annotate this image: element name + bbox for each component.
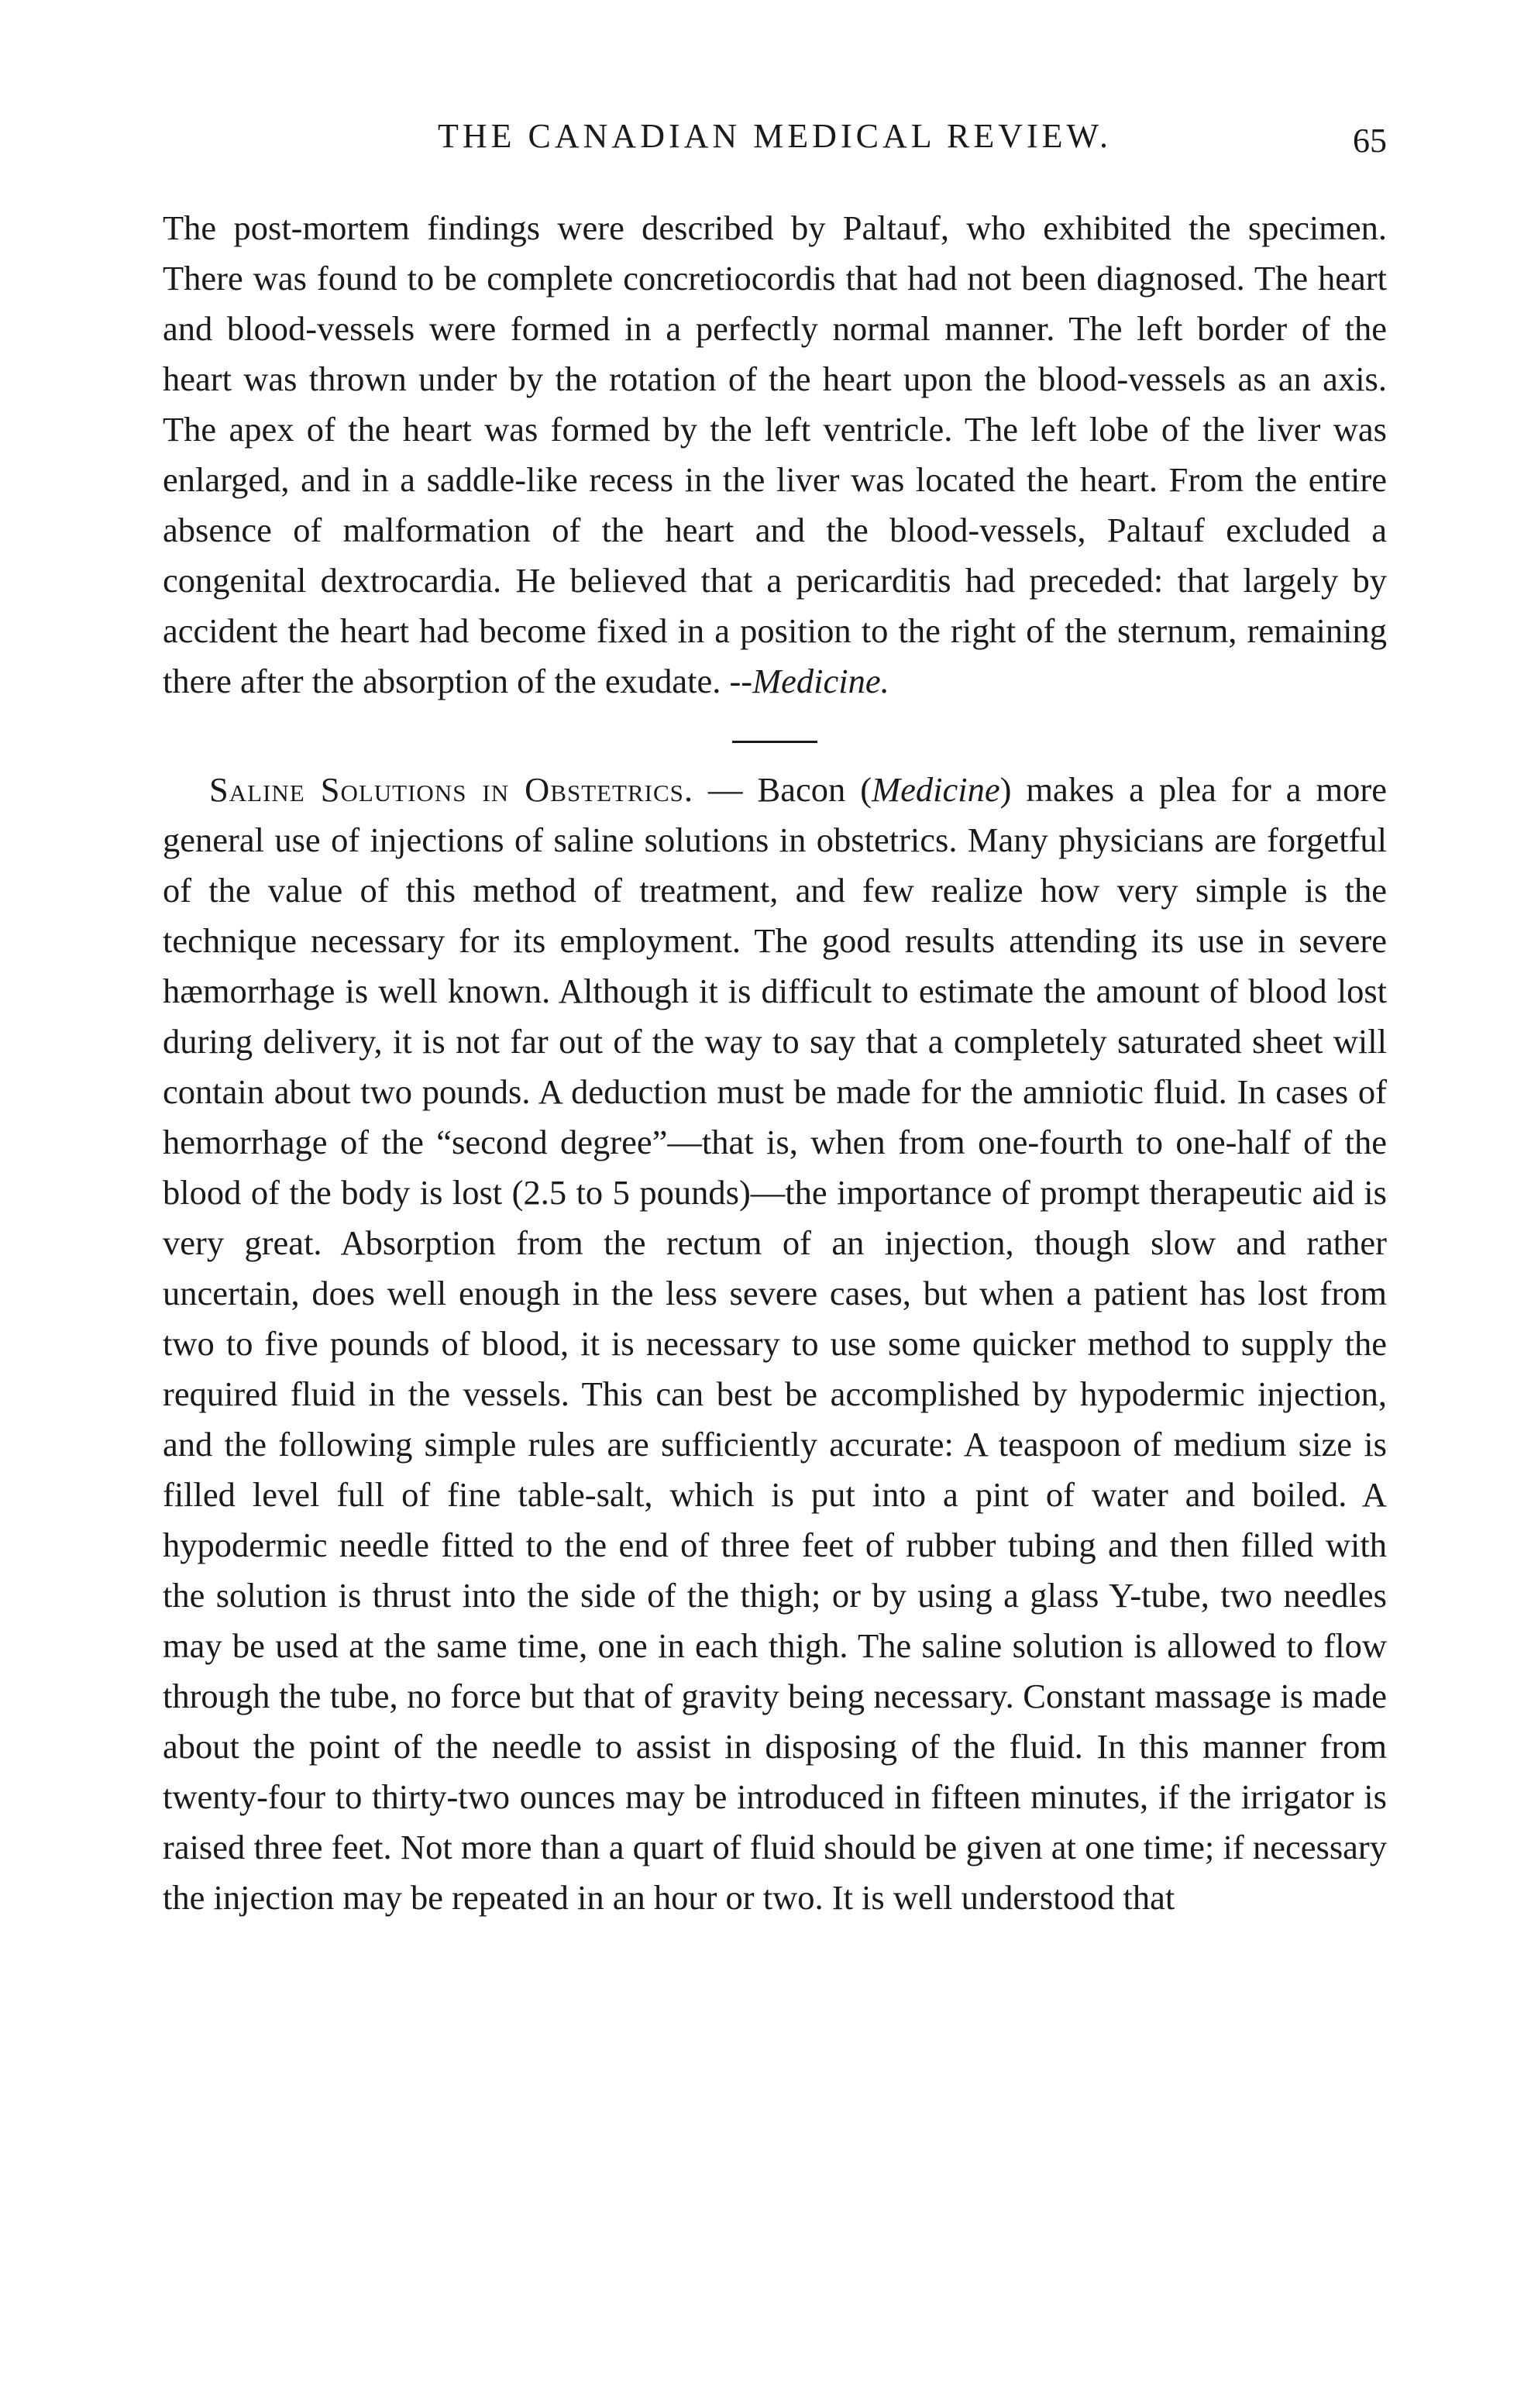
article-paragraph-saline	[163, 765, 1387, 1923]
article-heading: Saline Solutions in Obstetrics.	[209, 770, 694, 809]
page-number: 65	[1353, 122, 1387, 160]
running-title: THE CANADIAN MEDICAL REVIEW.	[438, 117, 1112, 155]
article-body: The post-mortem findings were described by Paltauf, who exhibited the specimen. There was found to be complete concretiocordis that had not been diagnosed. The heart and blood-vessels were formed in a perfectly normal manner. The left border of the heart was thrown under by the rotation of the heart upon the blood-vessels as an axis. The apex of the heart was formed by the left ventricle. The left lobe of the liver was enlarged, and in a saddle-like recess in the liver was located the heart. From the entire absence of malformation of the heart and the blood-vessels, Paltauf excluded a congenital dextrocardia. He believed that a pericarditis had preceded: that largely by accident the heart had become fixed in a position to the right of the sternum, remaining there after the absorption of the exudate.	[163, 208, 1387, 700]
section-divider	[732, 741, 817, 743]
article-body: ) makes a plea for a more general use of injections of saline solutions in obstetrics. Many physicians are forgetful of the value of this method of treatment, and few realize how very simple is the technique necessary for its employment. The good results attending its use in severe hæmorrhage is well known. Although it is difficult to estimate the amount of blood lost during delivery, it is not far out of the way to say that a completely saturated sheet will contain about two pounds. A deduction must be made for the amniotic fluid. In cases of hemorrhage of the “second degree”—that is, when from one-fourth to one-half of the blood of the body is lost (2.5 to 5 pounds)—the importance of prompt therapeutic aid is very great. Absorption from the rectum of an injection, though slow and rather uncertain, does well enough in the less severe cases, but when a patient has lost from two to five pounds of blood, it is necessary to use some quicker method to supply the required fluid in the vessels. This can best be accomplished by hypodermic injection, and the following simple rules are sufficiently accurate: A teaspoon of medium size is filled level full of fine table-salt, which is put into a pint of water and boiled. A hypodermic needle fitted to the end of three feet of rubber tubing and then filled with the solution is thrust into the side of the thigh; or by using a glass Y-tube, two needles may be used at the same time, one in each thigh. The saline solution is allowed to flow through the tube, no force but that of gravity being necessary. Constant massage is made about the point of the needle to assist in disposing of the fluid. In this manner from twenty-four to thirty-two ounces may be introduced in fifteen minutes, if the irrigator is raised three feet. Not more than a quart of fluid should be given at one time; if necessary the injection may be repeated in an hour or two. It is well understood that	[163, 770, 1387, 1917]
running-head	[163, 116, 1387, 170]
source-dash: --	[721, 662, 753, 700]
source-citation-inline: Medicine	[872, 770, 1000, 809]
journal-page	[163, 116, 1387, 1923]
source-citation: Medicine.	[752, 662, 889, 700]
article-paragraph-postmortem	[163, 203, 1387, 707]
heading-dash: — Bacon (	[693, 770, 872, 809]
